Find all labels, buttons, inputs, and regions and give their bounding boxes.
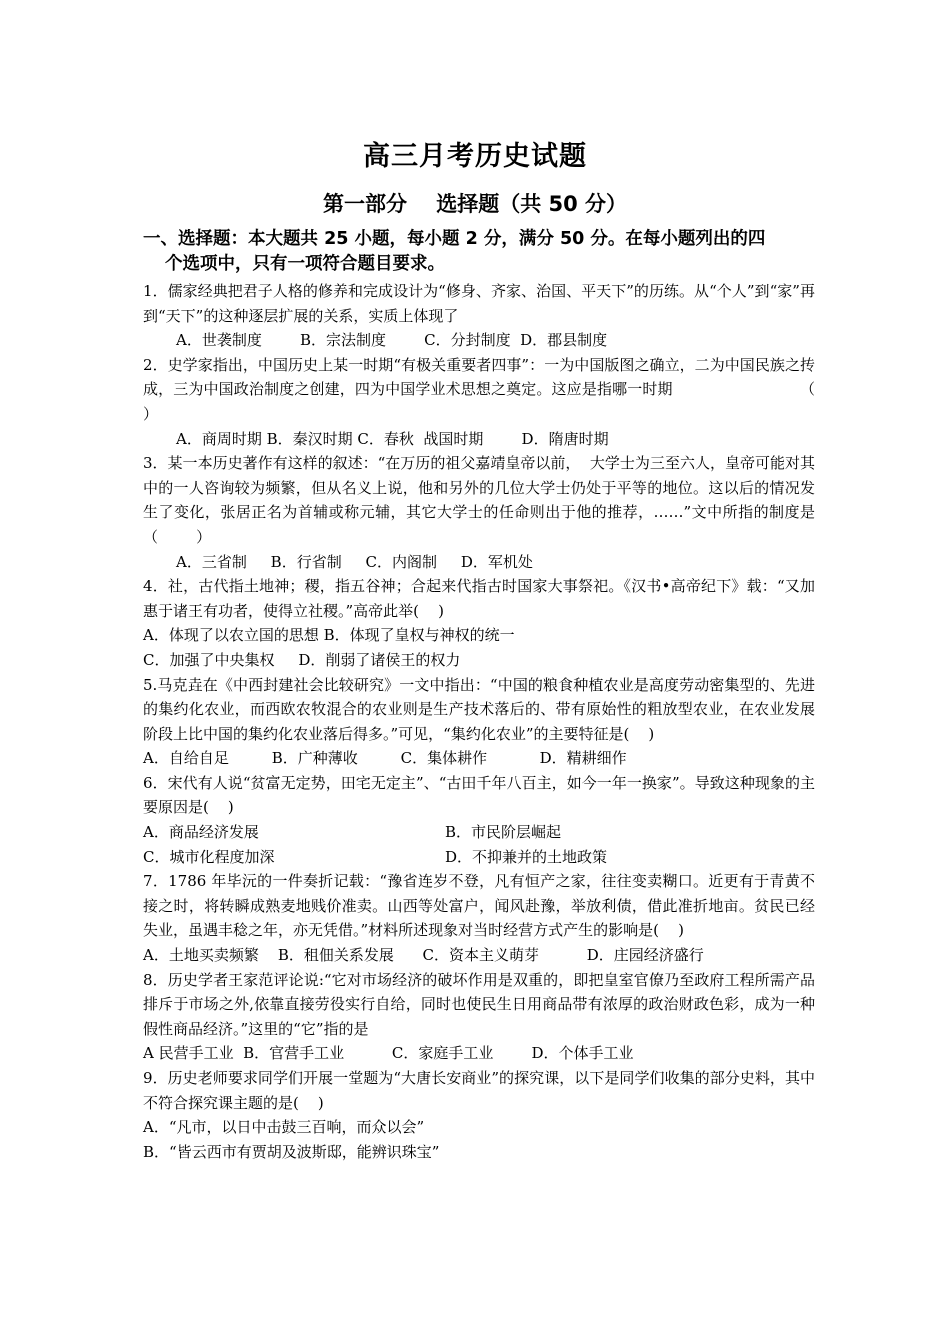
question-1-options: A．世袭制度 B．宗法制度 C．分封制度 D．郡县制度 — [176, 331, 608, 350]
question-4-options-line2: C．加强了中央集权 D．削弱了诸侯王的权力 — [143, 650, 461, 669]
question-6-option-b: B．市民阶层崛起 — [445, 823, 562, 842]
question-6-options-row — [143, 845, 815, 870]
question-6-options-row — [143, 820, 815, 845]
section-instructions — [143, 227, 815, 277]
question-2-stem: 2．史学家指出，中国历史上某一时期“有极关重要者四事”：一为中国版图之确立，二为中国民族之抟成，三为中国政治制度之创建，四为中国学业术思想之奠定。这应是指哪一时期 （ ） — [143, 355, 854, 423]
section-instructions-line1: 一、选择题：本大题共 25 小题，每小题 2 分，满分 50 分。在每小题列出的四 — [143, 229, 766, 249]
exam-content — [143, 227, 930, 1164]
section-instructions-line2: 个选项中，只有一项符合题目要求。 — [165, 254, 445, 274]
question-6-option-d: D．不抑兼并的土地政策 — [445, 847, 608, 866]
question-4-options-line1: A．体现了以农立国的思想 B．体现了皇权与神权的统一 — [143, 626, 515, 645]
question-9-option-b: B．“皆云西市有贾胡及波斯邸，能辨识珠宝” — [143, 1142, 440, 1161]
part-heading: 第一部分 选择题（共 50 分） — [322, 192, 628, 216]
question-6-stem: 6．宋代有人说“贫富无定势，田宅无定主”、“古田千年八百主，如今一年一换家”。导致这种现象的主要原因是( ) — [143, 773, 815, 817]
question-3-options: A．三省制 B．行省制 C．内阁制 D．军机处 — [176, 552, 533, 571]
question-6-option-c: C．城市化程度加深 — [143, 847, 275, 866]
page-title: 高三月考历史试题 — [363, 141, 587, 172]
question-1-stem: 1．儒家经典把君子人格的修养和完成设计为“修身、齐家、治国、平天下”的历练。从“个人”到“家”再到“天下”的这种逐层扩展的关系，实质上体现了 — [143, 282, 815, 325]
question-9-option-a: A．“凡市，以日中击鼓三百响，而众以会” — [143, 1118, 425, 1137]
question-7-options: A．土地买卖频繁 B．租佃关系发展 C．资本主义萌芽 D．庄园经济盛行 — [143, 946, 704, 965]
question-8-stem: 8．历史学者王家范评论说:“它对市场经济的破坏作用是双重的，即把皇室官僚乃至政府工程所需产品排斥于市场之外,依靠直接劳役实行自给，同时也使民生日用商品带有浓厚的政治财政色彩，成为一种假性商品经济。”这里的“它”指的是 — [143, 970, 815, 1038]
question-3-stem: 3．某一本历史著作有这样的叙述：“在万历的祖父嘉靖皇帝以前， 大学士为三至六人，皇帝可能对其中的一人咨询较为频繁，但从名义上说，他和另外的几位大学士仍处于平等的地位。这以后的情况发生了变化，张居正名为首辅或称元辅，其它大学士的任命则出于他的推荐，……”文中所指的制度是 （ ） — [143, 454, 930, 546]
question-8-options: A 民营手工业 B．官营手工业 C．家庭手工业 D．个体手工业 — [143, 1044, 634, 1063]
question-2-options: A．商周时期 B．秦汉时期 C．春秋 战国时期 D．隋唐时期 — [176, 429, 609, 448]
question-4-stem: 4．社，古代指土地神；稷，指五谷神；合起来代指古时国家大事祭祀。《汉书•高帝纪下》载：“又加惠于诸王有功者，使得立社稷。”高帝此举( ) — [143, 577, 815, 620]
question-9-stem: 9．历史老师要求同学们开展一堂题为“大唐长安商业”的探究课，以下是同学们收集的部分史料，其中不符合探究课主题的是( ) — [143, 1069, 815, 1112]
question-5-options: A．自给自足 B．广种薄收 C．集体耕作 D．精耕细作 — [143, 749, 627, 768]
question-6-option-a: A．商品经济发展 — [143, 823, 259, 842]
question-7-stem: 7．1786 年毕沅的一件奏折记载：“豫省连岁不登，凡有恒产之家，往往变卖糊口。近更有于青黄不接之时，将转瞬成熟麦地贱价准卖。山西等处富户，闻风赴豫，举放利债，借此准折地亩。贫民已经失业，虽遇丰稔之年，亦无凭借。”材料所述现象对当时经营方式产生的影响是( ) — [143, 872, 815, 940]
question-5-stem: 5.马克垚在《中西封建社会比较研究》一文中指出：“中国的粮食种植农业是高度劳动密集型的、先进的集约化农业，而西欧农牧混合的农业则是生产技术落后的、带有原始性的粗放型农业，在农业发展阶段上比中国的集约化农业落后得多。”可见，“集约化农业”的主要特征是( ) — [143, 675, 815, 743]
